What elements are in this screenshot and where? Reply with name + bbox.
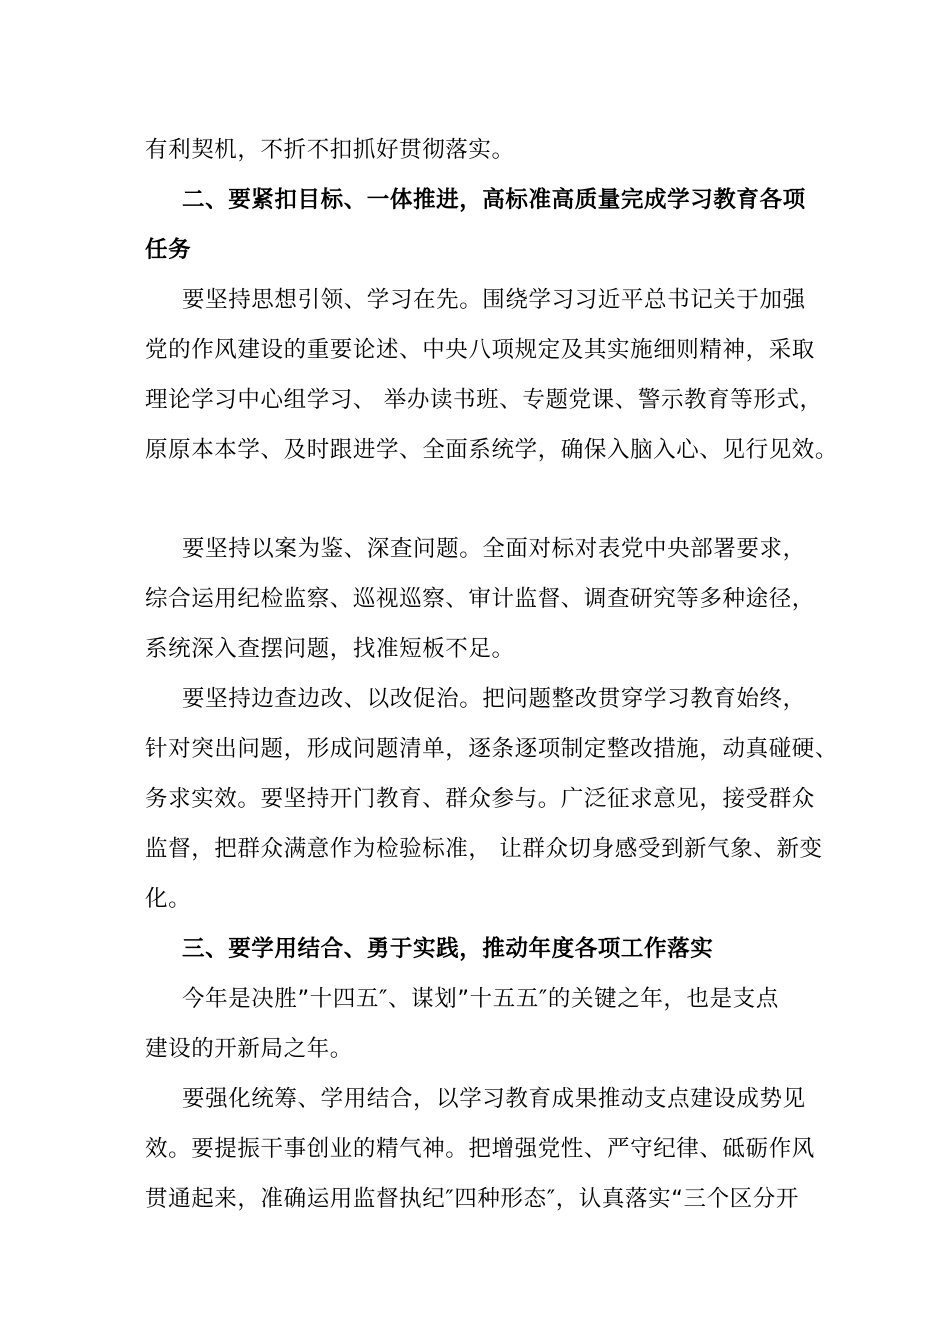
section-heading-3: 三、要学用结合、勇于实践，推动年度各项工作落实: [182, 936, 714, 962]
body-text-line: 要强化统筹、学用结合，以学习教育成果推动支点建设成势见: [182, 1086, 806, 1112]
section-heading-2: 二、要紧扣目标、一体推进，高标准高质量完成学习教育各项: [182, 187, 806, 213]
body-text-line: 效。要提振干事创业的精气神。把增强党性、严守纪律、砥砺作风: [145, 1136, 815, 1162]
body-text-line: 综合运用纪检监察、巡视巡察、审计监督、调查研究等多种途径，: [145, 586, 815, 612]
body-text-line: 要坚持以案为鉴、深查问题。全面对标对表党中央部署要求，: [182, 536, 806, 562]
body-text-line: 务求实效。要坚持开门教育、群众参与。广泛征求意见，接受群众: [145, 786, 815, 812]
body-text-line: 要坚持思想引领、学习在先。围绕学习习近平总书记关于加强: [182, 287, 806, 313]
body-text-line: 理论学习中心组学习、 举办读书班、专题党课、警示教育等形式，: [145, 387, 823, 413]
body-text-line: 今年是决胜”十四五″、谋划”十五五″的关键之年，也是支点: [182, 986, 779, 1012]
body-text-line: 要坚持边查边改、以改促治。把问题整改贯穿学习教育始终，: [182, 686, 806, 712]
body-text-line: 党的作风建设的重要论述、中央八项规定及其实施细则精神，采取: [145, 337, 815, 363]
body-text-line: 系统深入查摆问题，找准短板不足。: [145, 636, 515, 662]
body-text-line: 针对突出问题，形成问题清单，逐条逐项制定整改措施，动真碰硬、: [145, 736, 839, 762]
body-text-line: 原原本本学、及时跟进学、全面系统学，确保入脑入心、见行见效。: [145, 437, 839, 463]
body-text-line: 有利契机，不折不扣抓好贯彻落实。: [145, 137, 515, 163]
body-text-line: 贯通起来，准确运用监督执纪″四种形态″，认真落实“三个区分开: [145, 1186, 799, 1212]
body-text-line: 监督，把群众满意作为检验标准， 让群众切身感受到新气象、新变: [145, 836, 823, 862]
section-heading-2-continued: 任务: [145, 237, 192, 263]
body-text-line: 建设的开新局之年。: [145, 1036, 353, 1062]
body-text-line: 化。: [145, 886, 192, 912]
